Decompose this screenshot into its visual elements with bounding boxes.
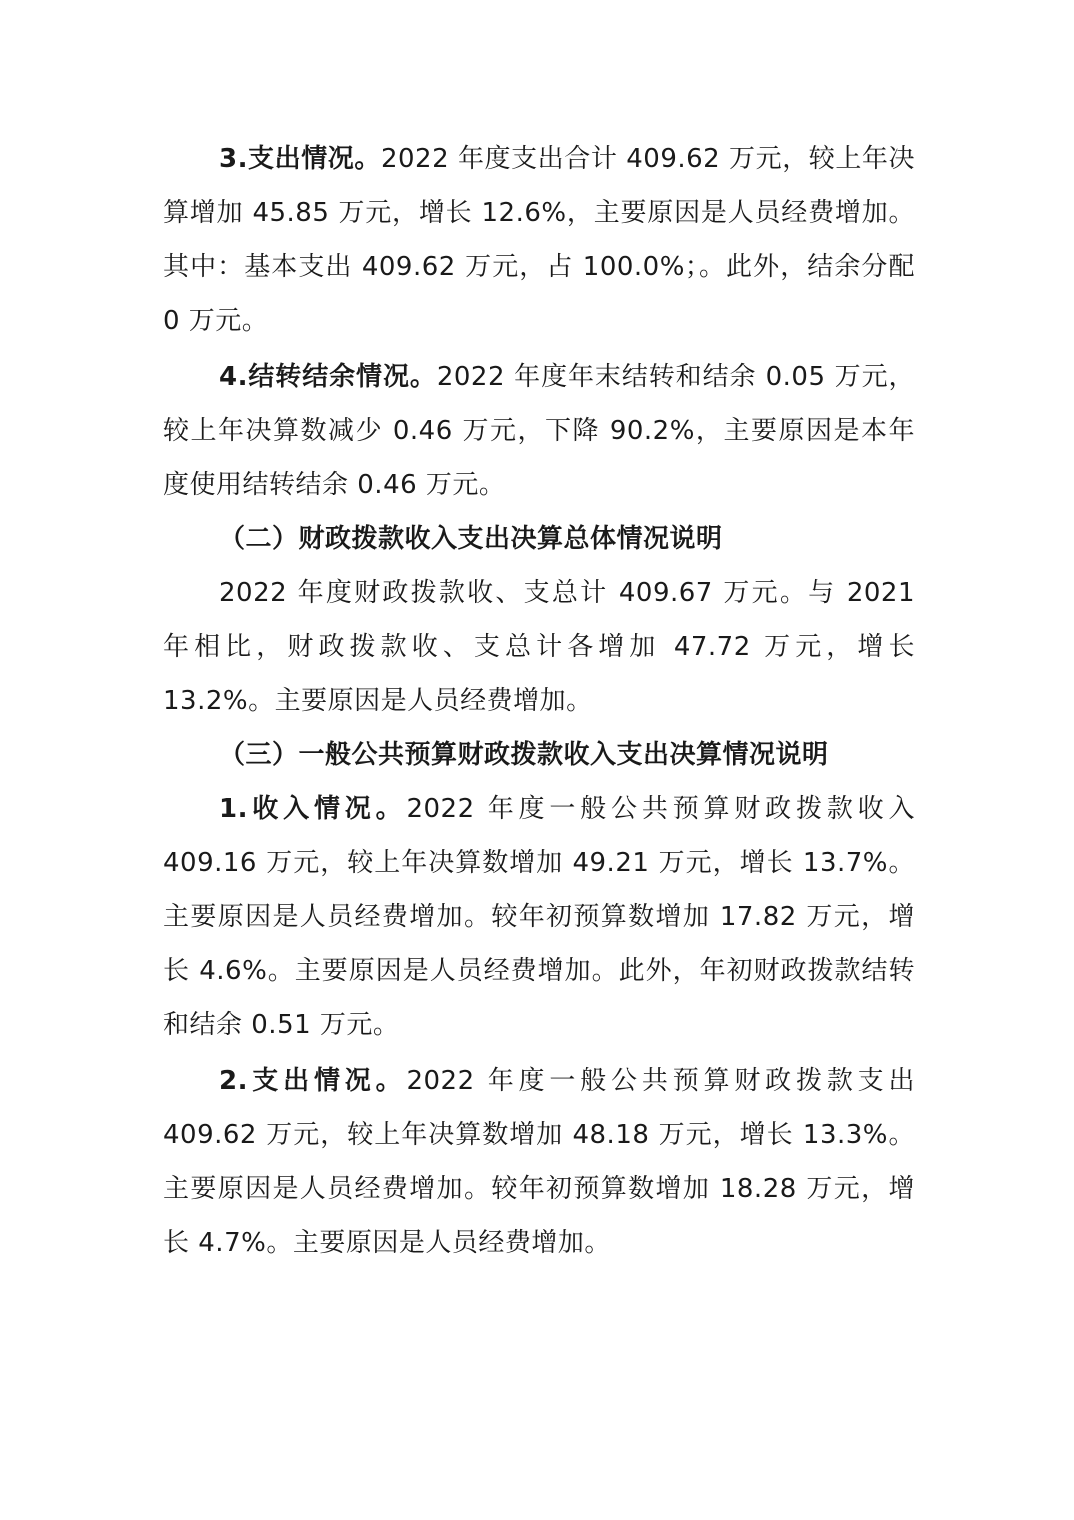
paragraph-lead: 3.支出情况。 xyxy=(219,144,381,174)
paragraph-text: 2022 年度一般公共预算财政拨款收入 409.16 万元，较上年决算数增加 49.21 万元，增长 13.7%。主要原因是人员经费增加。较年初预算数增加 17.82 万元，增长 4.6%。主要原因是人员经费增加。此外，年初财政拨款结转和结余 0.51 万元。 xyxy=(163,794,916,1040)
paragraph-text: 2022 年度一般公共预算财政拨款支出 409.62 万元，较上年决算数增加 48.18 万元，增长 13.3%。主要原因是人员经费增加。较年初预算数增加 18.28 万元，增长 4.7%。主要原因是人员经费增加。 xyxy=(163,1066,916,1258)
section-heading-general-budget: （三）一般公共预算财政拨款收入支出决算情况说明 xyxy=(219,740,829,770)
paragraph-lead: 2.支出情况。 xyxy=(219,1066,407,1096)
paragraph-text: 2022 年度财政拨款收、支总计 409.67 万元。与 2021 年相比，财政拨款收、支总计各增加 47.72 万元，增长 13.2%。主要原因是人员经费增加。 xyxy=(163,578,915,716)
paragraph-fiscal-total xyxy=(163,566,915,728)
paragraph-text: 2022 年度支出合计 409.62 万元，较上年决算增加 45.85 万元，增长 12.6%，主要原因是人员经费增加。其中：基本支出 409.62 万元，占 100.0%；。此外，结余分配 0 万元。 xyxy=(163,144,916,336)
paragraph-text: 2022 年度年末结转和结余 0.05 万元，较上年决算数减少 0.46 万元，下降 90.2%，主要原因是本年度使用结转结余 0.46 万元。 xyxy=(163,362,916,500)
paragraph-carryover xyxy=(163,350,915,512)
section-heading-fiscal-total: （二）财政拨款收入支出决算总体情况说明 xyxy=(219,524,723,554)
paragraph-lead: 1.收入情况。 xyxy=(219,794,407,824)
paragraph-general-expenditure xyxy=(163,1054,915,1270)
document-page xyxy=(163,132,915,1270)
paragraph-lead: 4.结转结余情况。 xyxy=(219,362,437,392)
paragraph-expenditure xyxy=(163,132,915,348)
paragraph-income xyxy=(163,782,915,1052)
